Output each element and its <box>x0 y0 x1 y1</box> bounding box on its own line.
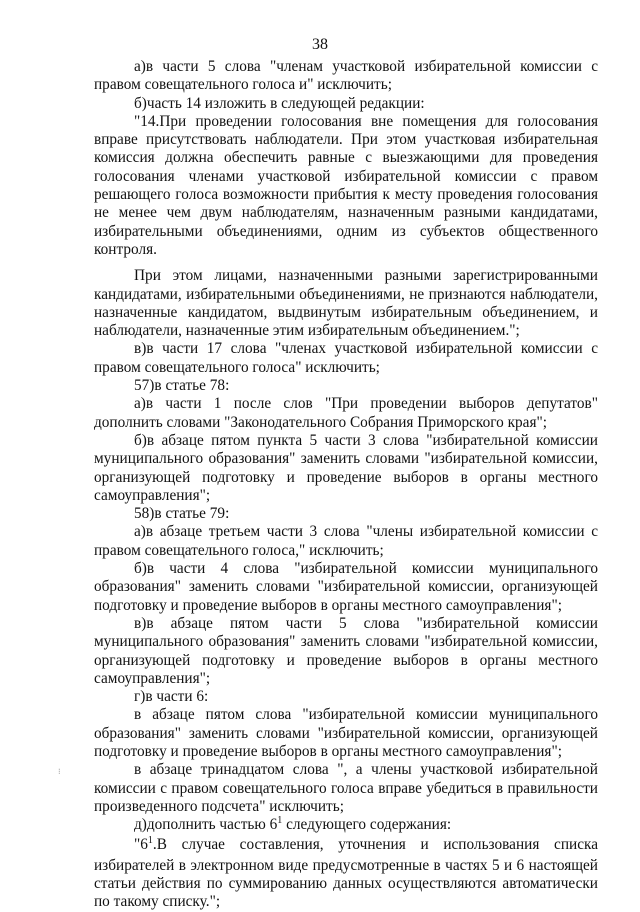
document-body <box>94 58 598 912</box>
paragraph-5b: б)часть 14 изложить в следующей редакции: <box>134 94 425 112</box>
paragraph-58d-text: д)дополнить частью 6 <box>134 816 278 834</box>
paragraph-58g-1: в абзаце пятом слова "избирательной комиссии муниципального образования" заменить словами "избирательной комиссии, организующей подготовку и проведение выборов в органы местного самоуправления"; <box>94 706 598 760</box>
paragraph-58a: а)в абзаце третьем части 3 слова "члены избирательной комиссии с правом совещательного голоса," исключить; <box>94 523 598 559</box>
paragraph-part-14: "14.При проведении голосования вне помещения для голосования вправе присутствовать наблюдатели. При этом участковая избирательная комиссия должна обеспечить равные с выезжающими для проведения голосования членами участковой избирательной комиссии с правом решающего голоса возможности прибытия к месту проведения голосования не менее чем двум наблюдателям, назначенным разными кандидатами, избирательными объединениями, одним из субъектов общественного контроля. <box>94 112 598 258</box>
paragraph-58: 58)в статье 79: <box>134 505 230 523</box>
page-number: 38 <box>312 36 328 53</box>
paragraph-58b: б)в части 4 слова "избирательной комиссии муниципального образования" заменить словами "избирательной комиссии, организующей подготовку и проведение выборов в органы местного самоуправления"; <box>94 560 598 614</box>
paragraph-57: 57)в статье 78: <box>134 377 230 395</box>
paragraph-58d-tail: следующего содержания: <box>282 816 452 834</box>
margin-tick-mark: ⁝ <box>58 767 61 776</box>
paragraph-57a: а)в части 1 после слов "При проведении выборов депутатов" дополнить словами "Законодательного Собрания Приморского края"; <box>94 395 598 431</box>
part-6-1-text: .В случае составления, уточнения и использования списка избирателей в электронном виде предусмотренные в частях 5 и 6 настоящей статьи действия по суммированию данных осуществляются автоматически по такому списку."; <box>94 836 598 911</box>
paragraph-58g: г)в части 6: <box>134 688 209 706</box>
superscript: 1 <box>277 815 283 827</box>
paragraph-58d <box>94 816 598 836</box>
part-6-1-number: "6 <box>134 836 148 854</box>
paragraph-58v: в)в абзаце пятом части 5 слова "избирательной комиссии муниципального образования" заменить словами "избирательной комиссии, организующей подготовку и проведение выборов в органы местного самоуправления"; <box>94 614 598 687</box>
paragraph-5a: а)в части 5 слова "членам участковой избирательной комиссии с правом совещательного голоса и" исключить; <box>94 58 598 94</box>
superscript: 1 <box>147 835 153 847</box>
paragraph-57b: б)в абзаце пятом пункта 5 части 3 слова "избирательной комиссии муниципального образования" заменить словами "избирательной комиссии, организующей подготовку и проведение выборов в органы местного самоуправления"; <box>94 431 598 504</box>
paragraph-5v: в)в части 17 слова "членах участковой избирательной комиссии с правом совещательного голоса" исключить; <box>94 340 598 376</box>
paragraph-58g-2: в абзаце тринадцатом слова ", а члены участковой избирательной комиссии с правом совещательного голоса вправе убедиться в правильности произведенного подсчета" исключить; <box>94 761 598 815</box>
paragraph-part-14-cont: При этом лицами, назначенными разными зарегистрированными кандидатами, избирательными объединениями, не признаются наблюдатели, назначенные кандидатом, выдвинутым избирательным объединением, и наблюдатели, назначенные этим избирательным объединением."; <box>94 267 598 340</box>
paragraph-part-6-1 <box>94 836 598 911</box>
